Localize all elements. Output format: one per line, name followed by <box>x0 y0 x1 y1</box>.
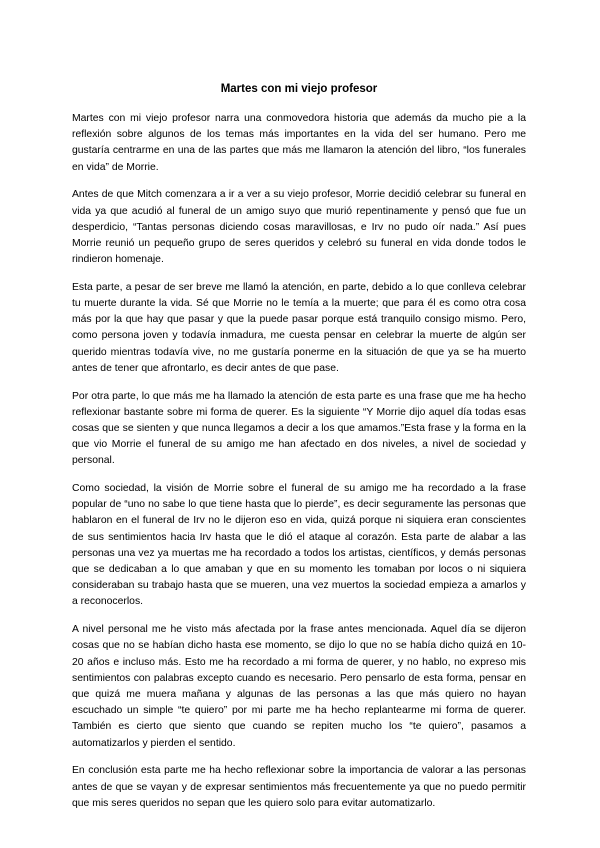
document-title: Martes con mi viejo profesor <box>220 83 378 95</box>
paragraph-7: En conclusión esta parte me ha hecho reflexionar sobre la importancia de valorar a las personas antes de que se vayan y de expresar sentimientos más frecuentemente ya que no puedo permitir que mis seres queridos no sepan que les quiero solo para evitar automatizarlo. <box>72 765 526 809</box>
paragraph-6: A nivel personal me he visto más afectada por la frase antes mencionada. Aquel día se dijeron cosas que no se habían dicho hasta ese momento, se dijo lo que no se había dicho quizá en 10-20 años e incluso más. Esto me ha recordado a mi forma de querer, y no hablo, no expreso mis sentimientos con palabras excepto cuando es necesario. Pero pensarlo de esta forma, pensar en que quizá me muera mañana y algunas de las personas a las que más quiero no hayan escuchado un simple “te quiero” por mi parte me ha hecho replantearme mi forma de querer. También es cierto que siento que cuando se repiten mucho los “te quiero”, pasamos a automatizarlos y pierden el sentido. <box>72 624 526 749</box>
paragraph-1: Martes con mi viejo profesor narra una conmovedora historia que además da mucho pie a la reflexión sobre algunos de los temas más importantes en la vida del ser humano. Pero me gustaría centrarme en una de las partes que más me llamaron la atención del libro, “los funerales en vida” de Morrie. <box>72 113 526 173</box>
document-page <box>72 80 526 823</box>
paragraph-4: Por otra parte, lo que más me ha llamado la atención de esta parte es una frase que me ha hecho reflexionar bastante sobre mi forma de querer. Es la siguiente “Y Morrie dijo aquel día todas esas cosas que se sienten y que nunca llegamos a decir a los que amamos.”Esta frase y la forma en la que vio Morrie el funeral de su amigo me han afectado en dos niveles, a nivel de sociedad y personal. <box>72 390 526 467</box>
paragraph-5: Como sociedad, la visión de Morrie sobre el funeral de su amigo me ha recordado a la frase popular de “uno no sabe lo que tiene hasta que lo pierde”, es decir seguramente las personas que hablaron en el funeral de Irv no le dijeron eso en vida, quizá porque ni siquiera eran conscientes de sus sentimientos hacia Irv hasta que le dió el ataque al corazón. Esta parte de alabar a las personas una vez ya muertas me ha recordado a todos los artistas, científicos, y demás personas que se dedicaban a lo que amaban y que en su momento les tomaban por locos o ni siquiera consideraban su trabajo hasta que se mueren, una vez muertos la sociedad empieza a amarlos y a reconocerlos. <box>72 483 526 608</box>
paragraph-3: Esta parte, a pesar de ser breve me llamó la atención, en parte, debido a lo que conlleva celebrar tu muerte durante la vida. Sé que Morrie no le temía a la muerte; que para él es como otra cosa más por la que hay que pasar y que la puede pasar porque está tranquilo consigo mismo. Pero, como persona joven y todavía inmadura, me cuesta pensar en celebrar la muerte de algún ser querido mientras todavía vive, no me gustaría ponerme en la situación de que ya se ha muerto antes de tener que afrontarlo, es decir antes de que pase. <box>72 281 526 374</box>
paragraph-2: Antes de que Mitch comenzara a ir a ver a su viejo profesor, Morrie decidió celebrar su funeral en vida ya que acudió al funeral de un amigo suyo que murió repentinamente y pensó que fue un desperdicio, “Tantas personas diciendo cosas maravillosas, e Irv no pudo oír nada.” Así pues Morrie reunió un pequeño grupo de seres queridos y celebró su funeral en vida donde todos le rindieron homenaje. <box>72 189 526 266</box>
